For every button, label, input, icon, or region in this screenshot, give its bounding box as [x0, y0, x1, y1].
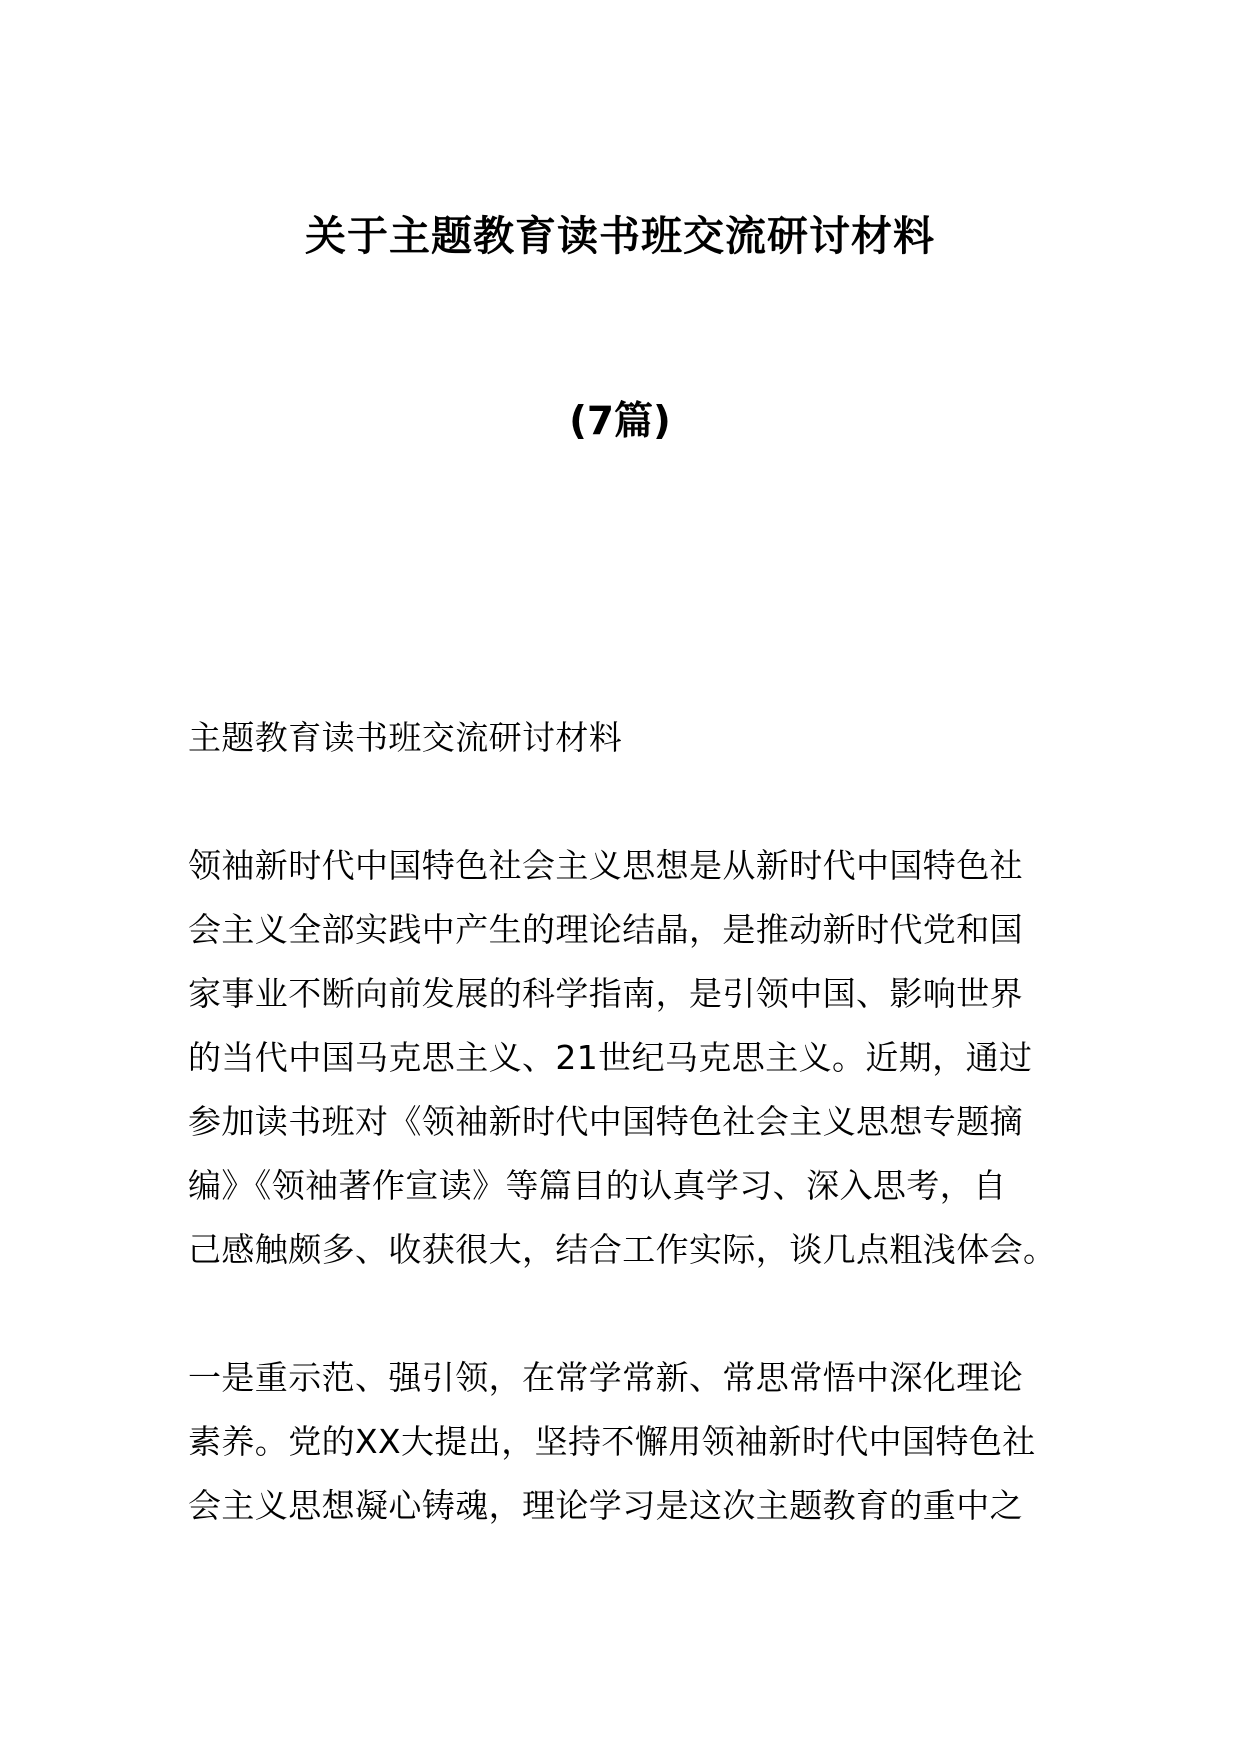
paragraph-line: 编》《领袖著作宣读》等篇目的认真学习、深入思考，自	[188, 1166, 1007, 1205]
paragraph-line: 一是重示范、强引领，在常学常新、常思常悟中深化理论	[188, 1358, 1023, 1397]
paragraph-point-one	[188, 1346, 1052, 1538]
paragraph-line: 家事业不断向前发展的科学指南，是引领中国、影响世界	[188, 974, 1023, 1013]
paragraph-line: 素养。党的XX大提出，坚持不懈用领袖新时代中国特色社	[188, 1422, 1036, 1461]
document-body	[188, 706, 1057, 1602]
paragraph-intro	[188, 834, 1057, 1282]
paragraph-line: 的当代中国马克思主义、21世纪马克思主义。近期，通过	[188, 1038, 1033, 1077]
document-title: 关于主题教育读书班交流研讨材料	[305, 212, 935, 260]
paragraph-line: 己感触颇多、收获很大，结合工作实际，谈几点粗浅体会。	[188, 1230, 1057, 1269]
paragraph-line: 领袖新时代中国特色社会主义思想是从新时代中国特色社	[188, 846, 1023, 885]
document-subtitle: (7篇)	[569, 399, 671, 444]
section-heading: 主题教育读书班交流研讨材料	[188, 718, 623, 757]
paragraph-line: 会主义思想凝心铸魂，理论学习是这次主题教育的重中之	[188, 1486, 1023, 1525]
paragraph-line: 会主义全部实践中产生的理论结晶，是推动新时代党和国	[188, 910, 1023, 949]
paragraph-line: 参加读书班对《领袖新时代中国特色社会主义思想专题摘	[188, 1102, 1023, 1141]
